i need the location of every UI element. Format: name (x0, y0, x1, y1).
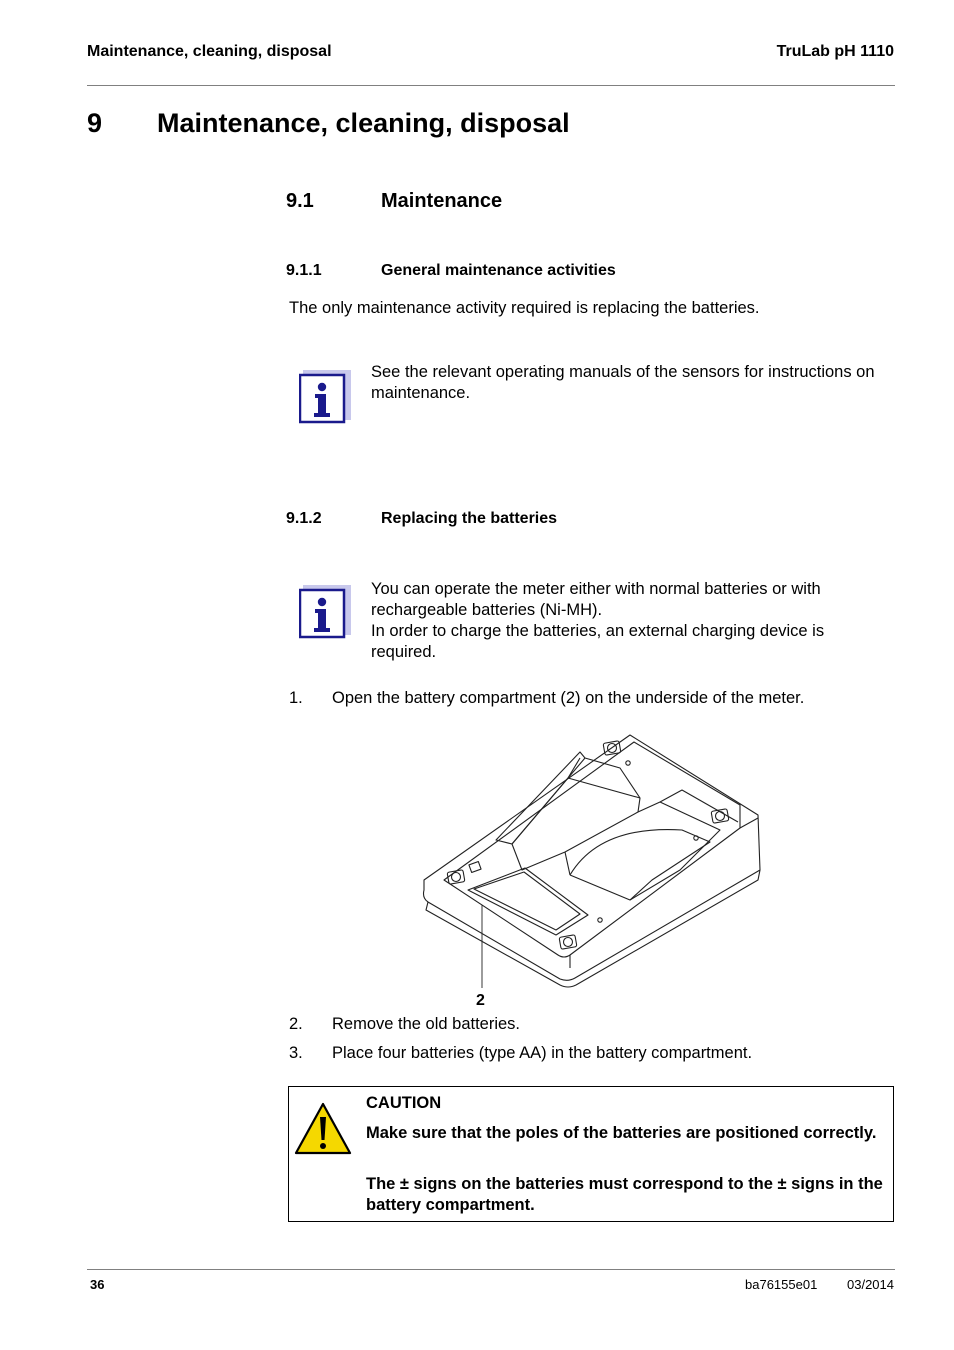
header-rule (87, 85, 895, 86)
caution-title: CAUTION (366, 1094, 442, 1112)
section-number: 9.1 (286, 190, 314, 212)
page-number: 36 (90, 1277, 105, 1292)
chapter-number: 9 (87, 108, 103, 138)
maintenance-note: See the relevant operating manuals of the sensors for instructions on maintenance. (371, 363, 875, 402)
document-id: ba76155e01 (745, 1277, 818, 1292)
running-header-right: TruLab pH 1110 (776, 43, 894, 60)
footer-rule (87, 1269, 895, 1270)
section-title: Maintenance (381, 190, 503, 212)
chapter-title: Maintenance, cleaning, disposal (157, 108, 570, 138)
step-3-text: Place four batteries (type AA) in the battery compartment. (332, 1044, 753, 1062)
document-date: 03/2014 (847, 1277, 894, 1292)
battery-note-line: You can operate the meter either with normal batteries or with (371, 580, 821, 598)
figure-callout-2: 2 (476, 992, 485, 1009)
caution-line-1: Make sure that the poles of the batteries are positioned correctly. (366, 1124, 877, 1142)
subsection-1-number: 9.1.1 (286, 262, 322, 279)
subsection-1-text: The only maintenance activity required is replacing the batteries. (289, 299, 760, 317)
caution-line-2: The ± signs on the batteries must correspond to the ± signs in the battery compartment. (366, 1175, 883, 1214)
battery-note-line: rechargeable batteries (Ni-MH). (371, 601, 603, 619)
battery-note-line: required. (371, 643, 437, 661)
meter-underside-illustration (420, 730, 765, 990)
battery-note-line: In order to charge the batteries, an external charging device is (371, 622, 825, 640)
info-icon (299, 585, 351, 639)
battery-note (371, 579, 891, 663)
info-icon (299, 370, 351, 424)
step-2-text: Remove the old batteries. (332, 1015, 521, 1033)
step-1-number: 1. (289, 689, 303, 707)
caution-box (288, 1086, 894, 1222)
step-3-number: 3. (289, 1044, 303, 1062)
warning-triangle-icon (294, 1102, 352, 1156)
subsection-2-title: Replacing the batteries (381, 510, 558, 527)
running-header-left: Maintenance, cleaning, disposal (87, 43, 332, 60)
subsection-2-number: 9.1.2 (286, 510, 322, 527)
step-1-text: Open the battery compartment (2) on the underside of the meter. (332, 689, 805, 707)
step-2-number: 2. (289, 1015, 303, 1033)
subsection-1-title: General maintenance activities (381, 262, 616, 279)
